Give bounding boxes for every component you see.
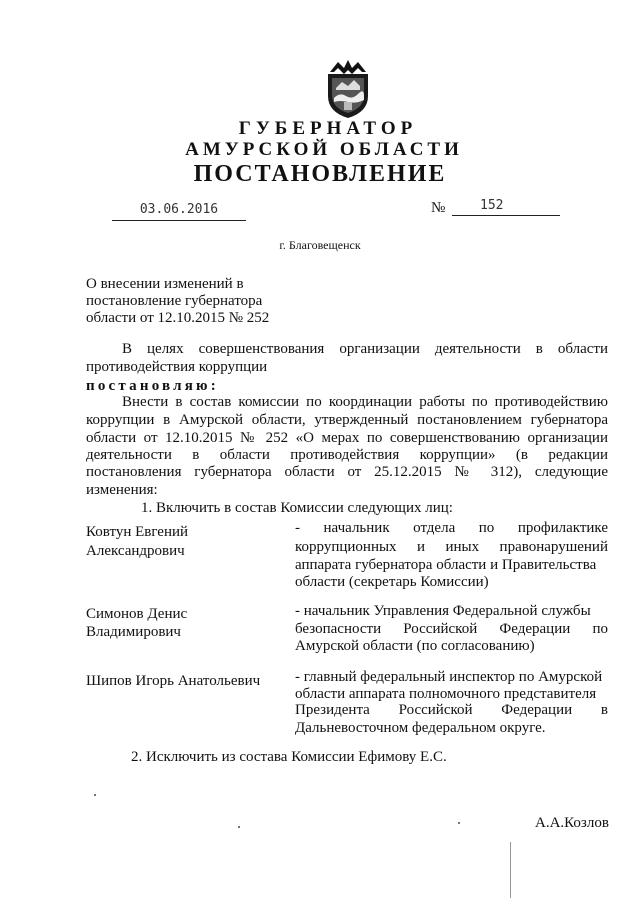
scan-speck [458, 822, 460, 824]
document-date: 03.06.2016 [112, 200, 246, 221]
member-role: Амурской области (по согласованию) [295, 638, 535, 654]
body-line: изменения: [86, 482, 158, 498]
member-name: Владимирович [86, 624, 181, 640]
body-line: Внести в состав комиссии по координации работы по противодействию [122, 394, 608, 410]
member-role: коррупционных и иных правонарушений [295, 539, 608, 555]
subject-line: О внесении изменений в [86, 276, 244, 292]
city-line: г. Благовещенск [279, 238, 361, 252]
header-governor: ГУБЕРНАТОР [238, 118, 418, 139]
member-role: области (секретарь Комиссии) [295, 574, 489, 590]
scan-artifact-line [510, 842, 511, 898]
list-item-include: 1. Включить в состав Комиссии следующих лиц: [141, 500, 453, 516]
body-line: области от 12.10.2015 № 252 «О мерах по совершенствованию организации [86, 430, 608, 446]
member-role: Президента Российской Федерации в [295, 702, 608, 718]
subject-line: области от 12.10.2015 № 252 [86, 310, 270, 326]
coat-of-arms-emblem [322, 58, 374, 120]
decree-word: постановляю: [86, 378, 219, 394]
member-role: - начальник отдела по профилактике [295, 520, 608, 536]
header-region: АМУРСКОЙ ОБЛАСТИ [185, 139, 463, 160]
document-number: 152 [452, 196, 560, 216]
member-role: - главный федеральный инспектор по Амурской [295, 669, 603, 685]
number-sign: № [431, 200, 446, 216]
member-name: Шипов Игорь Анатольевич [86, 673, 261, 689]
preamble-line: противодействия коррупции [86, 359, 268, 375]
member-name: Александрович [86, 543, 185, 559]
subject-line: постановление губернатора [86, 293, 263, 309]
member-role: Дальневосточном федеральном округе. [295, 720, 546, 736]
scan-speck [94, 794, 96, 796]
preamble-line: В целях совершенствования организации деятельности в области [122, 341, 608, 357]
body-line: постановления губернатора области от 25.12.2015 № 312), следующие [86, 464, 608, 480]
body-line: деятельности в области противодействия коррупции» (в редакции [86, 447, 608, 463]
list-item-exclude: 2. Исключить из состава Комиссии Ефимову Е.С. [131, 749, 447, 765]
member-name: Ковтун Евгений [86, 524, 189, 540]
document-type-title: ПОСТАНОВЛЕНИЕ [193, 161, 447, 187]
body-line: коррупции в Амурской области, утвержденный постановлением губернатора [86, 412, 608, 428]
member-role: аппарата губернатора области и Правительства [295, 557, 597, 573]
signature-name: А.А.Козлов [535, 815, 609, 831]
member-role: безопасности Российской Федерации по [295, 621, 608, 637]
member-role: области аппарата полномочного представителя [295, 686, 597, 702]
member-role: - начальник Управления Федеральной службы [295, 603, 591, 619]
member-name: Симонов Денис [86, 606, 188, 622]
scan-speck [238, 826, 240, 828]
